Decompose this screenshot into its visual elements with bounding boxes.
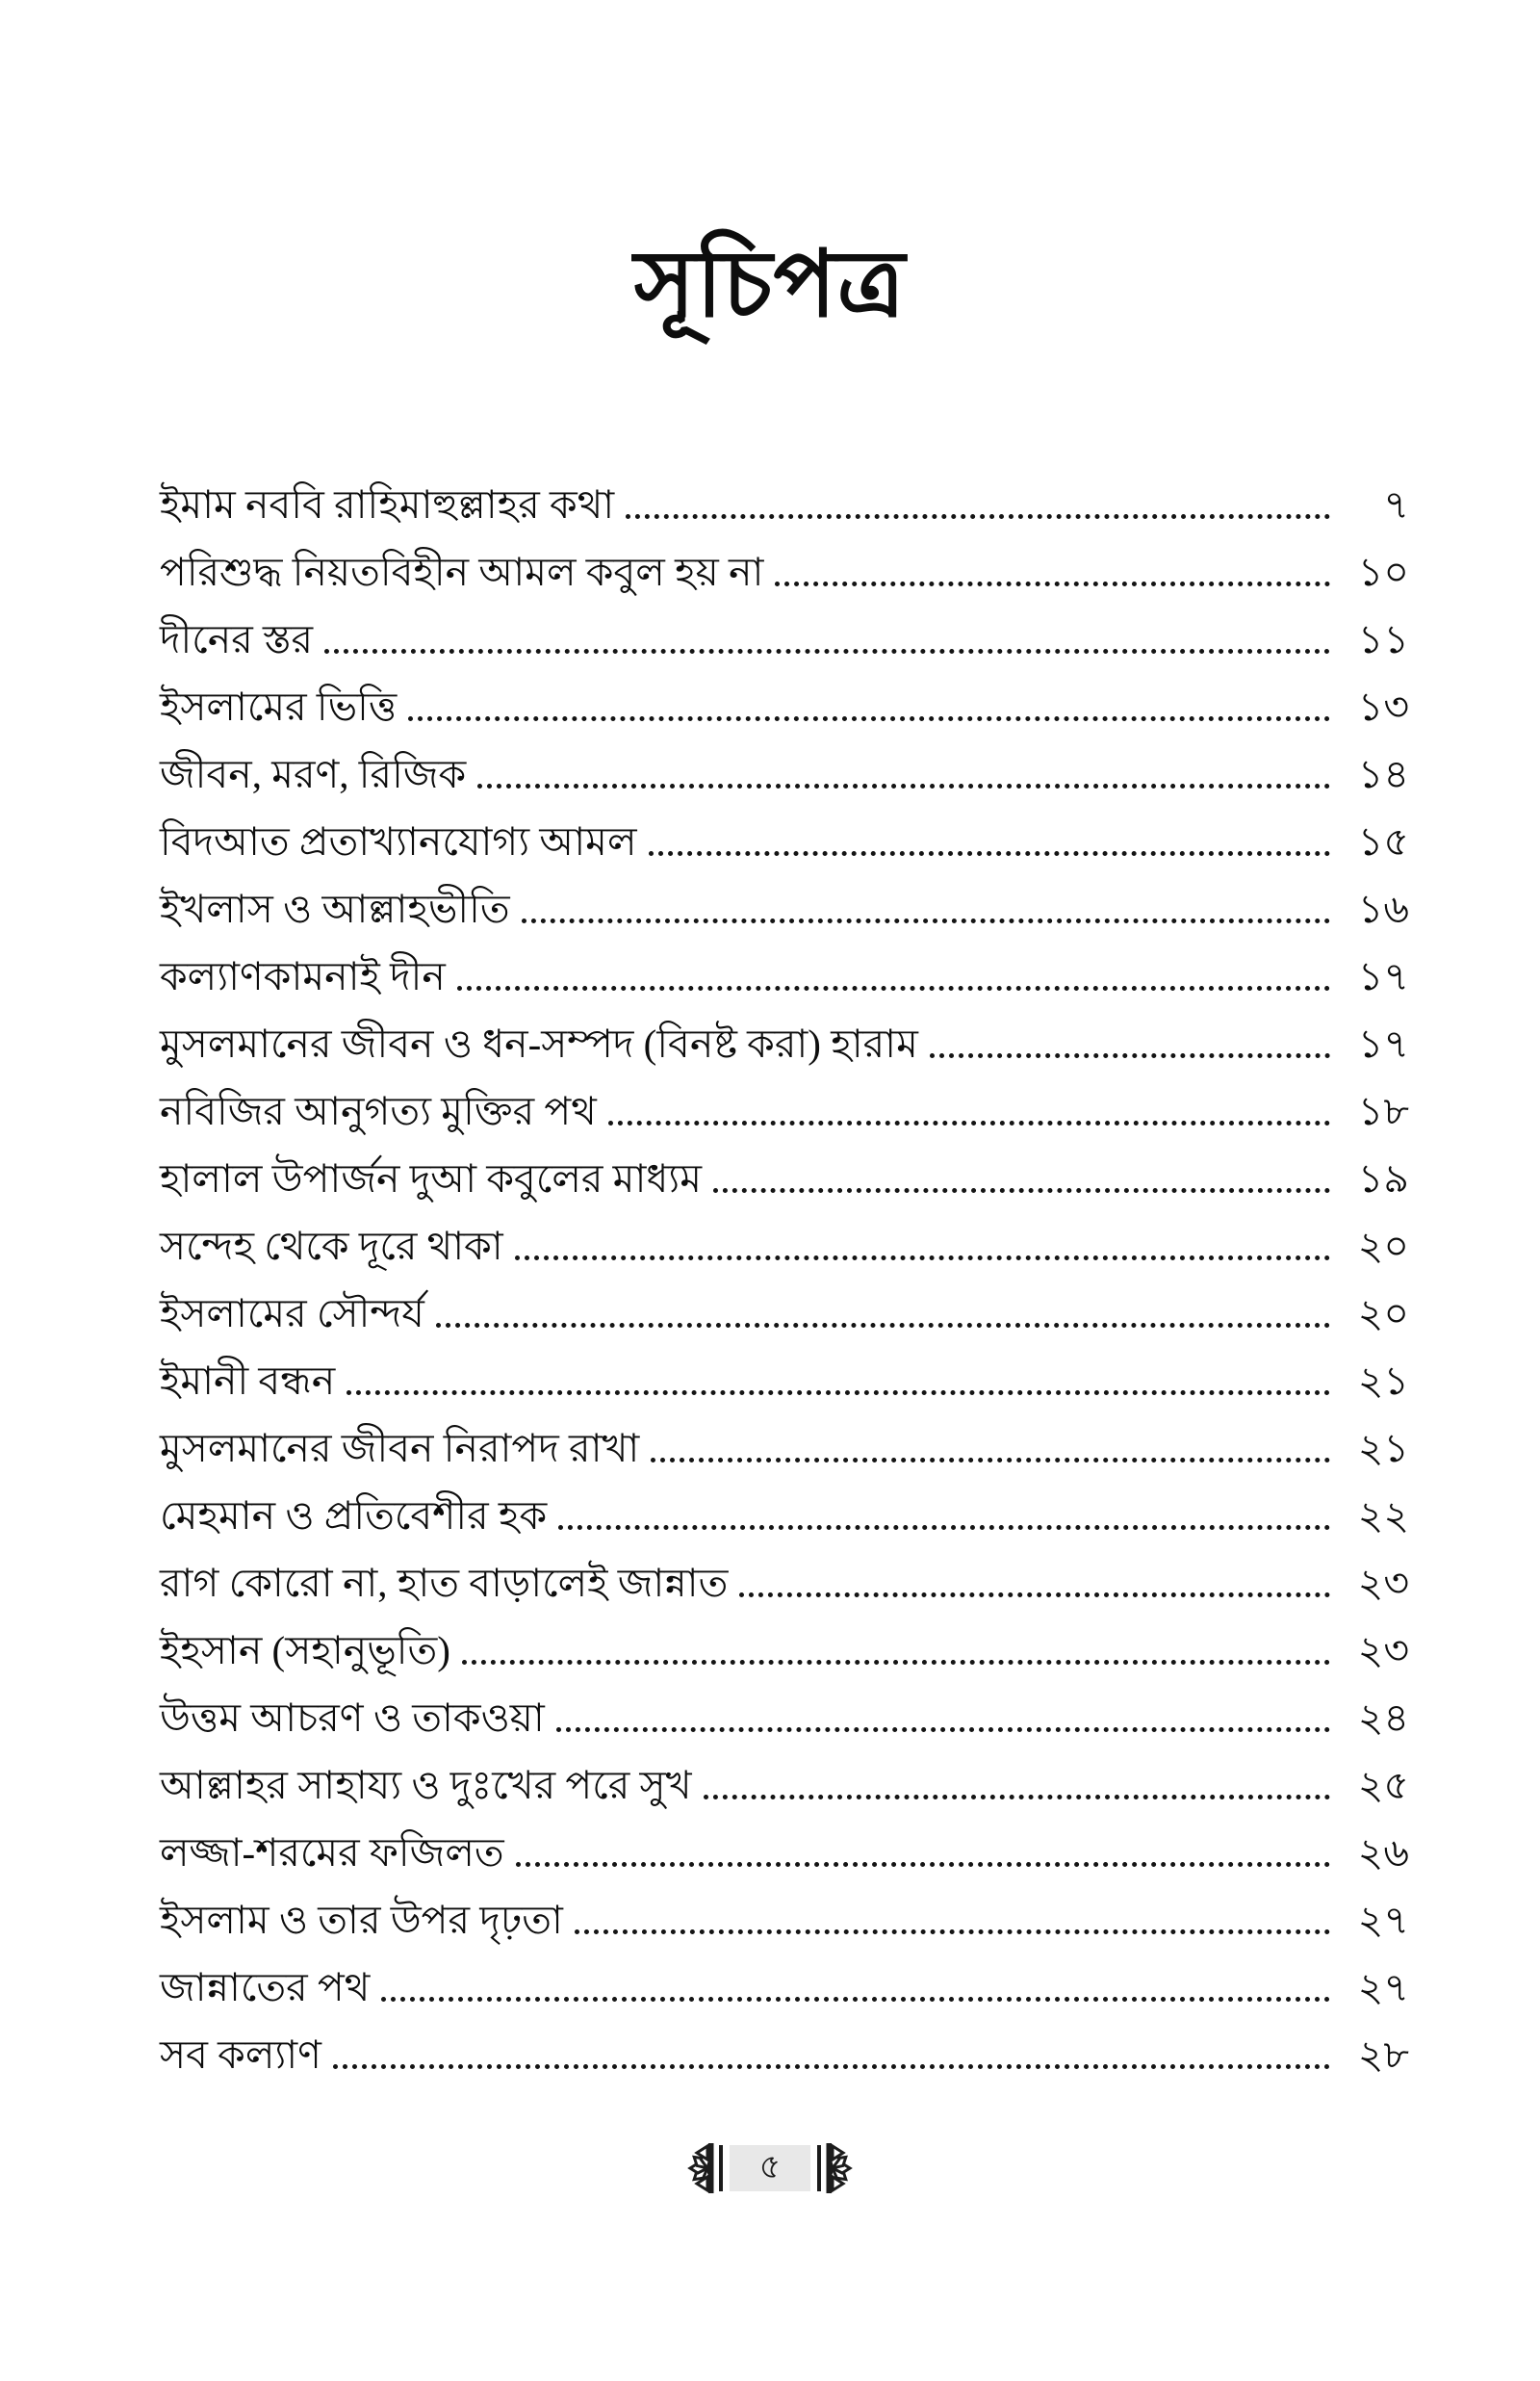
- toc-row: [160, 1269, 1409, 1336]
- toc-entry-label: ইসলামের সৌন্দর্য: [160, 1290, 424, 1335]
- dot-leader: [477, 784, 1330, 789]
- toc-row: [160, 730, 1409, 797]
- dot-leader: [651, 1458, 1330, 1462]
- toc-row: [160, 797, 1409, 865]
- toc-row: [160, 2010, 1409, 2078]
- toc-entry-label: কল্যাণকামনাই দীন: [160, 953, 446, 998]
- toc-entry-page: ২৭: [1357, 1897, 1409, 1942]
- toc-entry-label: বিদআত প্রতাখ্যানযোগ্য আমল: [160, 818, 637, 864]
- page-number: ৫: [758, 2147, 782, 2186]
- toc-row: [160, 932, 1409, 999]
- dot-leader: [381, 1997, 1330, 2002]
- toc-row: [160, 1134, 1409, 1202]
- dot-leader: [324, 649, 1330, 654]
- toc-entry-label: হালাল উপার্জন দুআ কবুলের মাধ্যম: [160, 1155, 702, 1201]
- page-number-box: [730, 2145, 810, 2191]
- toc-entry-page: ২৫: [1357, 1762, 1409, 1807]
- toc-entry-page: ২৮: [1357, 2032, 1409, 2077]
- toc-row: [160, 1943, 1409, 2010]
- toc-row: [160, 1606, 1409, 1673]
- toc-entry-page: ২২: [1357, 1492, 1409, 1538]
- toc-row: [160, 1673, 1409, 1741]
- toc-entry-label: পরিশুদ্ধ নিয়তবিহীন আমল কবুল হয় না: [160, 549, 764, 594]
- page-footer: [0, 2143, 1540, 2193]
- toc-entry-label: রাগ কোরো না, হাত বাড়ালেই জান্নাত: [160, 1560, 729, 1605]
- toc-row: [160, 1471, 1409, 1539]
- toc-row: [160, 528, 1409, 595]
- toc-row: [160, 595, 1409, 662]
- dot-leader: [649, 851, 1331, 856]
- toc-row: [160, 999, 1409, 1067]
- dot-leader: [704, 1795, 1330, 1799]
- toc-entry-page: ১০: [1357, 549, 1409, 594]
- toc-entry-page: ২৩: [1357, 1627, 1409, 1672]
- footer-ornament-right: [815, 2143, 860, 2193]
- dot-leader: [457, 986, 1330, 991]
- toc-row: [160, 1808, 1409, 1876]
- toc-entry-page: ২৭: [1357, 1964, 1409, 2009]
- page-title: সূচিপত্র: [633, 233, 907, 336]
- toc-entry-label: উত্তম আচরণ ও তাকওয়া: [160, 1695, 545, 1740]
- toc-entry-label: লজ্জা-শরমের ফজিলত: [160, 1829, 504, 1875]
- toc-row: [160, 1876, 1409, 1943]
- toc-entry-label: সব কল্যাণ: [160, 2032, 321, 2077]
- toc-entry-label: ইমানী বন্ধন: [160, 1358, 336, 1403]
- toc-entry-page: ১৫: [1357, 818, 1409, 864]
- toc-entry-page: ২৩: [1357, 1560, 1409, 1605]
- dot-leader: [436, 1323, 1330, 1328]
- toc-entry-page: ২১: [1357, 1358, 1409, 1403]
- toc-row: [160, 1539, 1409, 1606]
- toc-row: [160, 865, 1409, 932]
- toc-entry-page: ১৭: [1357, 1021, 1409, 1066]
- toc-entry-page: ৭: [1383, 481, 1409, 527]
- dot-leader: [626, 514, 1330, 519]
- dot-leader: [575, 1929, 1330, 1934]
- dot-leader: [333, 2064, 1330, 2069]
- toc-entry-page: ২১: [1357, 1425, 1409, 1470]
- toc-row: [160, 1336, 1409, 1404]
- toc-entry-label: ইসলামের ভিত্তি: [160, 684, 398, 729]
- dot-leader: [713, 1188, 1330, 1193]
- toc-entry-page: ১৭: [1357, 953, 1409, 998]
- toc-entry-label: মেহমান ও প্রতিবেশীর হক: [160, 1492, 548, 1538]
- toc-entry-page: ১১: [1357, 616, 1409, 661]
- dot-leader: [408, 716, 1330, 721]
- toc-entry-label: ইহসান (সহানুভূতি): [160, 1627, 450, 1672]
- toc-entry-label: জান্নাতের পথ: [160, 1964, 371, 2009]
- toc-entry-page: ১৬: [1357, 886, 1409, 931]
- toc-row: [160, 460, 1409, 528]
- lotus-flower-bars-left-icon: [680, 2143, 725, 2193]
- toc-row: [160, 1404, 1409, 1471]
- toc-row: [160, 1067, 1409, 1134]
- dot-leader: [775, 582, 1330, 586]
- toc-entry-page: ২০: [1357, 1290, 1409, 1335]
- dot-leader: [346, 1390, 1330, 1395]
- toc-row: [160, 662, 1409, 730]
- dot-leader: [522, 919, 1330, 923]
- toc-entry-page: ২৬: [1357, 1829, 1409, 1875]
- toc-entry-page: ১৮: [1357, 1088, 1409, 1133]
- toc-entry-label: মুসলমানের জীবন ও ধন-সম্পদ (বিনষ্ট করা) হারাম: [160, 1021, 918, 1066]
- dot-leader: [739, 1592, 1330, 1597]
- toc-entry-page: ২৪: [1357, 1695, 1409, 1740]
- toc-entry-label: দীনের স্তর: [160, 616, 314, 661]
- dot-leader: [608, 1121, 1330, 1126]
- toc-entry-label: নবিজির আনুগত্য মুক্তির পথ: [160, 1088, 597, 1133]
- footer-ornament-left: [680, 2143, 725, 2193]
- toc-entry-page: ১৪: [1357, 751, 1409, 796]
- dot-leader: [515, 1255, 1330, 1260]
- lotus-flower-bars-right-icon: [815, 2143, 860, 2193]
- toc-entry-label: সন্দেহ থেকে দূরে থাকা: [160, 1223, 503, 1268]
- toc-entry-label: ইমাম নববি রাহিমাহুল্লাহর কথা: [160, 481, 615, 527]
- toc-entry-page: ১৩: [1357, 684, 1409, 729]
- toc-entry-label: ইসলাম ও তার উপর দৃঢ়তা: [160, 1897, 563, 1942]
- toc-entry-label: ইখলাস ও আল্লাহভীতি: [160, 886, 510, 931]
- toc-row: [160, 1202, 1409, 1269]
- dot-leader: [516, 1862, 1330, 1867]
- dot-leader: [556, 1727, 1330, 1732]
- dot-leader: [930, 1053, 1330, 1058]
- dot-leader: [462, 1660, 1330, 1665]
- table-of-contents: [160, 460, 1409, 2078]
- toc-entry-page: ২০: [1357, 1223, 1409, 1268]
- toc-entry-label: আল্লাহর সাহায্য ও দুঃখের পরে সুখ: [160, 1762, 692, 1807]
- toc-entry-label: মুসলমানের জীবন নিরাপদ রাখা: [160, 1425, 640, 1470]
- dot-leader: [558, 1525, 1330, 1530]
- toc-entry-page: ১৯: [1357, 1155, 1409, 1201]
- toc-entry-label: জীবন, মরণ, রিজিক: [160, 751, 467, 796]
- toc-row: [160, 1741, 1409, 1808]
